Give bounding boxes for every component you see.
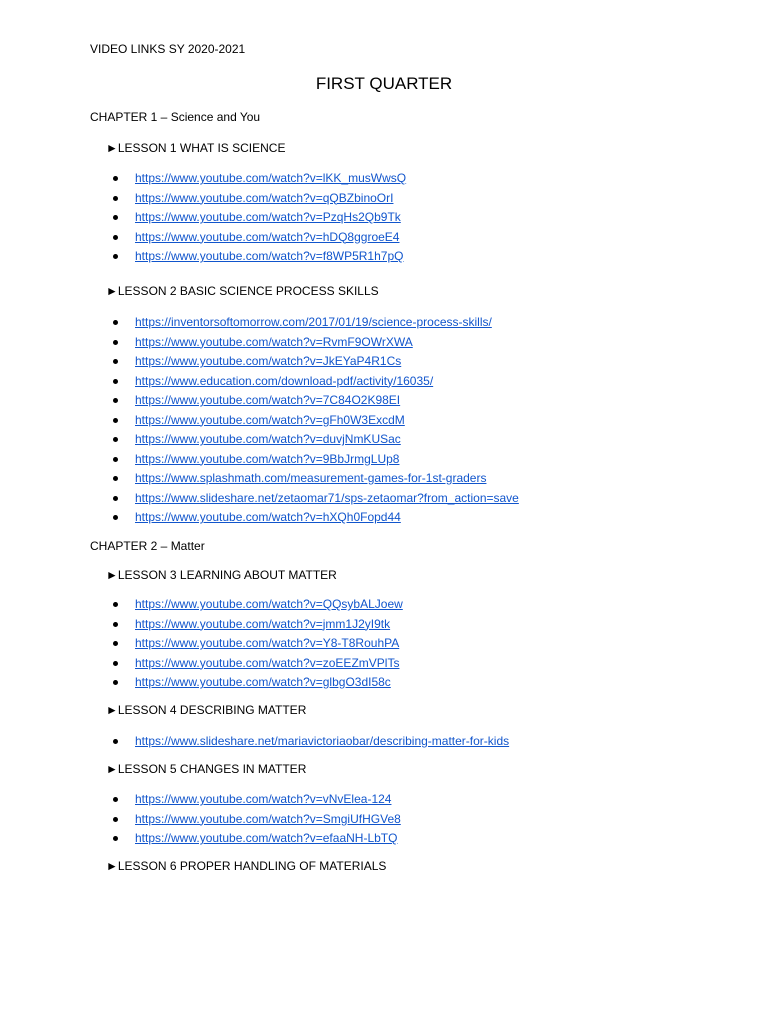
bullet-icon xyxy=(113,418,118,423)
link[interactable]: https://www.splashmath.com/measurement-games-for-1st-graders xyxy=(135,471,487,485)
bullet-icon xyxy=(113,359,118,364)
chapter-2-heading: CHAPTER 2 – Matter xyxy=(90,539,205,553)
bullet-icon xyxy=(113,379,118,384)
link[interactable]: https://www.slideshare.net/zetaomar71/sps-zetaomar?from_action=save xyxy=(135,490,519,505)
bullet-icon xyxy=(113,797,118,802)
bullet-icon xyxy=(113,320,118,325)
lesson-5-heading: ►LESSON 5 CHANGES IN MATTER xyxy=(106,762,307,776)
link[interactable]: https://www.youtube.com/watch?v=Y8-T8RouhPA xyxy=(135,636,400,650)
bullet-icon xyxy=(113,622,118,627)
link[interactable]: https://www.youtube.com/watch?v=hDQ8ggroeE4 xyxy=(135,229,400,244)
link[interactable]: https://www.youtube.com/watch?v=7C84O2K98EI xyxy=(135,393,401,407)
link[interactable]: https://www.youtube.com/watch?v=efaaNH-LbTQ xyxy=(135,831,398,845)
lesson-3-heading: ►LESSON 3 LEARNING ABOUT MATTER xyxy=(106,568,337,582)
link[interactable]: https://www.youtube.com/watch?v=hXQh0Fopd44 xyxy=(135,510,401,524)
link[interactable]: https://www.youtube.com/watch?v=lKK_musWwsQ xyxy=(135,171,407,185)
lesson-6-heading: ►LESSON 6 PROPER HANDLING OF MATERIALS xyxy=(106,859,387,873)
link[interactable]: https://www.youtube.com/watch?v=jmm1J2yI9tk xyxy=(135,616,391,631)
bullet-icon xyxy=(113,602,118,607)
link[interactable]: https://www.youtube.com/watch?v=zoEEZmVPlTs xyxy=(135,655,400,670)
bullet-icon xyxy=(113,739,118,744)
link[interactable]: https://www.youtube.com/watch?v=9BbJrmgLUp8 xyxy=(135,451,400,466)
bullet-icon xyxy=(113,817,118,822)
lesson-2-heading: ►LESSON 2 BASIC SCIENCE PROCESS SKILLS xyxy=(106,284,379,298)
lesson-1-heading: ►LESSON 1 WHAT IS SCIENCE xyxy=(106,141,286,155)
bullet-icon xyxy=(113,457,118,462)
bullet-icon xyxy=(113,340,118,345)
link[interactable]: https://www.youtube.com/watch?v=duvjNmKUSac xyxy=(135,432,401,446)
bullet-icon xyxy=(113,235,118,240)
link[interactable]: https://www.youtube.com/watch?v=f8WP5R1h7pQ xyxy=(135,249,404,263)
link[interactable]: https://inventorsoftomorrow.com/2017/01/19/science-process-skills/ xyxy=(135,315,492,329)
bullet-icon xyxy=(113,836,118,841)
bullet-icon xyxy=(113,398,118,403)
link[interactable]: https://www.youtube.com/watch?v=JkEYaP4R1Cs xyxy=(135,354,402,368)
bullet-icon xyxy=(113,215,118,220)
bullet-icon xyxy=(113,641,118,646)
link[interactable]: https://www.youtube.com/watch?v=QQsybALJoew xyxy=(135,597,403,611)
link[interactable]: https://www.youtube.com/watch?v=qQBZbinoOrI xyxy=(135,190,394,205)
link[interactable]: https://www.youtube.com/watch?v=RvmF9OWrXWA xyxy=(135,334,413,349)
bullet-icon xyxy=(113,476,118,481)
link[interactable]: https://www.youtube.com/watch?v=gFh0W3ExcdM xyxy=(135,412,405,427)
link[interactable]: https://www.youtube.com/watch?v=vNvElea-124 xyxy=(135,792,392,806)
lesson-4-heading: ►LESSON 4 DESCRIBING MATTER xyxy=(106,703,307,717)
link[interactable]: https://www.slideshare.net/mariavictoriaobar/describing-matter-for-kids xyxy=(135,734,510,748)
bullet-icon xyxy=(113,176,118,181)
bullet-icon xyxy=(113,496,118,501)
page-title: FIRST QUARTER xyxy=(315,74,453,93)
bullet-icon xyxy=(113,196,118,201)
document-header: VIDEO LINKS SY 2020-2021 xyxy=(90,42,246,56)
bullet-icon xyxy=(113,254,118,259)
bullet-icon xyxy=(113,515,118,520)
link[interactable]: https://www.youtube.com/watch?v=SmgiUfHGVe8 xyxy=(135,811,401,826)
bullet-icon xyxy=(113,661,118,666)
bullet-icon xyxy=(113,680,118,685)
chapter-1-heading: CHAPTER 1 – Science and You xyxy=(90,110,261,124)
bullet-icon xyxy=(113,437,118,442)
link[interactable]: https://www.education.com/download-pdf/activity/16035/ xyxy=(135,373,434,388)
link[interactable]: https://www.youtube.com/watch?v=PzqHs2Qb9Tk xyxy=(135,210,401,224)
link[interactable]: https://www.youtube.com/watch?v=glbgO3dI58c xyxy=(135,675,391,689)
